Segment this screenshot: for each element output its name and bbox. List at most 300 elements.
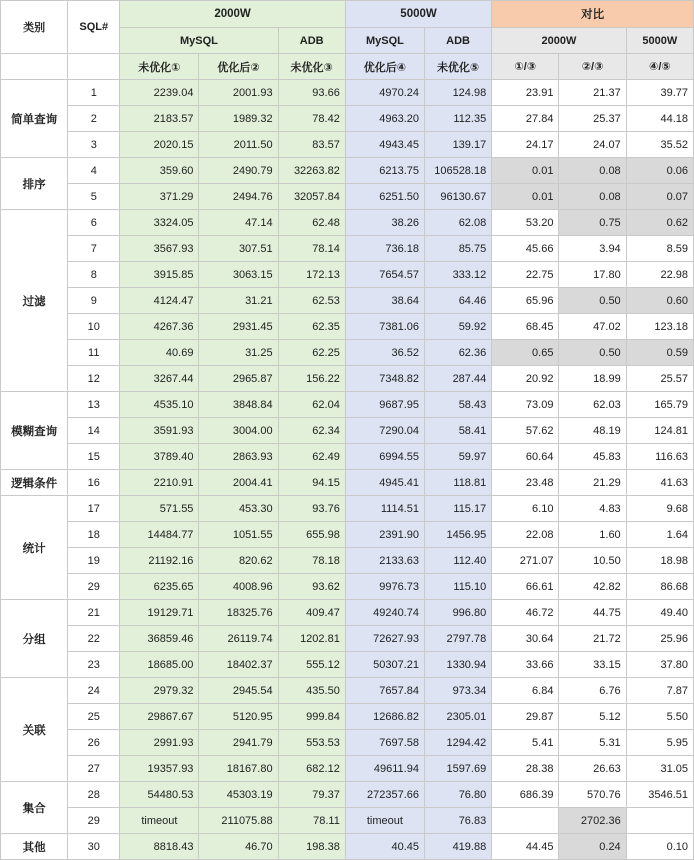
sql-id-cell: 26	[68, 730, 120, 756]
data-cell: 46.72	[492, 600, 559, 626]
table-row	[1, 392, 694, 418]
sql-id-cell: 23	[68, 652, 120, 678]
data-cell: 62.48	[278, 210, 345, 236]
data-cell: 371.29	[120, 184, 199, 210]
sql-id-cell: 2	[68, 106, 120, 132]
data-cell: 115.17	[424, 496, 491, 522]
data-cell: 78.18	[278, 548, 345, 574]
data-cell: 359.60	[120, 158, 199, 184]
data-cell: 32263.82	[278, 158, 345, 184]
data-cell: 93.76	[278, 496, 345, 522]
data-cell: timeout	[345, 808, 424, 834]
data-cell: 40.69	[120, 340, 199, 366]
data-cell: 38.26	[345, 210, 424, 236]
data-cell: 33.66	[492, 652, 559, 678]
data-cell: 22.08	[492, 522, 559, 548]
data-cell: 4945.41	[345, 470, 424, 496]
data-cell: 0.75	[559, 210, 626, 236]
data-cell: 18685.00	[120, 652, 199, 678]
data-cell: 18402.37	[199, 652, 278, 678]
data-cell: 1456.95	[424, 522, 491, 548]
data-cell: 3.94	[559, 236, 626, 262]
data-cell: 64.46	[424, 288, 491, 314]
data-cell: 3004.00	[199, 418, 278, 444]
table-row	[1, 262, 694, 288]
data-cell: 7.87	[626, 678, 693, 704]
data-cell: 0.08	[559, 158, 626, 184]
data-cell: 21.72	[559, 626, 626, 652]
header-group-compare: 对比	[492, 1, 694, 28]
data-cell: 58.43	[424, 392, 491, 418]
data-cell: 62.34	[278, 418, 345, 444]
data-cell: 2945.54	[199, 678, 278, 704]
header-category-blank	[1, 54, 68, 80]
data-cell: 3546.51	[626, 782, 693, 808]
table-row	[1, 366, 694, 392]
data-cell: 78.42	[278, 106, 345, 132]
data-cell: 123.18	[626, 314, 693, 340]
data-cell: 19357.93	[120, 756, 199, 782]
data-cell: 435.50	[278, 678, 345, 704]
header-col-7: ②/③	[559, 54, 626, 80]
data-cell: 287.44	[424, 366, 491, 392]
header-group-row	[1, 1, 694, 28]
sql-id-cell: 11	[68, 340, 120, 366]
data-cell: 4124.47	[120, 288, 199, 314]
data-cell: 78.11	[278, 808, 345, 834]
data-cell: 3567.93	[120, 236, 199, 262]
category-cell: 其他	[1, 834, 68, 860]
data-cell: 76.80	[424, 782, 491, 808]
data-cell: 6.84	[492, 678, 559, 704]
data-cell: 83.57	[278, 132, 345, 158]
data-cell: 62.35	[278, 314, 345, 340]
table-row	[1, 652, 694, 678]
table-row	[1, 314, 694, 340]
data-cell: 0.62	[626, 210, 693, 236]
table-row	[1, 236, 694, 262]
data-cell: 124.81	[626, 418, 693, 444]
header-compare-5000w: 5000W	[626, 28, 693, 54]
table-row	[1, 470, 694, 496]
category-cell: 模糊查询	[1, 392, 68, 470]
data-cell: 0.01	[492, 158, 559, 184]
header-col-2: 优化后②	[199, 54, 278, 80]
sql-id-cell: 24	[68, 678, 120, 704]
data-cell: 47.02	[559, 314, 626, 340]
category-cell: 关联	[1, 678, 68, 782]
data-cell: 32057.84	[278, 184, 345, 210]
sql-id-cell: 14	[68, 418, 120, 444]
category-cell: 过滤	[1, 210, 68, 392]
data-cell: 7290.04	[345, 418, 424, 444]
data-cell: 0.60	[626, 288, 693, 314]
data-cell: 28.38	[492, 756, 559, 782]
data-cell: 0.50	[559, 340, 626, 366]
data-cell: 21192.16	[120, 548, 199, 574]
table-row	[1, 444, 694, 470]
data-cell: 1597.69	[424, 756, 491, 782]
table-row	[1, 808, 694, 834]
sql-id-cell: 8	[68, 262, 120, 288]
data-cell: 686.39	[492, 782, 559, 808]
data-cell: 4008.96	[199, 574, 278, 600]
category-cell: 简单查询	[1, 80, 68, 158]
sql-id-cell: 13	[68, 392, 120, 418]
data-cell: 419.88	[424, 834, 491, 860]
data-cell: 26.63	[559, 756, 626, 782]
table-row	[1, 158, 694, 184]
category-cell: 逻辑条件	[1, 470, 68, 496]
data-cell: 23.91	[492, 80, 559, 106]
data-cell: 570.76	[559, 782, 626, 808]
data-cell: 2305.01	[424, 704, 491, 730]
data-cell: 2011.50	[199, 132, 278, 158]
sql-id-cell: 18	[68, 522, 120, 548]
data-cell: 41.63	[626, 470, 693, 496]
sql-id-cell: 17	[68, 496, 120, 522]
data-cell: 45303.19	[199, 782, 278, 808]
header-group-5000w: 5000W	[345, 1, 491, 28]
data-cell: 3848.84	[199, 392, 278, 418]
category-cell: 排序	[1, 158, 68, 210]
header-col-4: 优化后④	[345, 54, 424, 80]
data-cell: 18167.80	[199, 756, 278, 782]
data-cell: 21.29	[559, 470, 626, 496]
data-cell: 3591.93	[120, 418, 199, 444]
data-cell: 45.66	[492, 236, 559, 262]
data-cell: 3324.05	[120, 210, 199, 236]
data-cell: 14484.77	[120, 522, 199, 548]
table-row	[1, 340, 694, 366]
data-cell: 1989.32	[199, 106, 278, 132]
data-cell: 736.18	[345, 236, 424, 262]
category-cell: 统计	[1, 496, 68, 600]
data-cell: 333.12	[424, 262, 491, 288]
data-cell: 19129.71	[120, 600, 199, 626]
header-sql: SQL#	[68, 1, 120, 54]
data-cell: 62.08	[424, 210, 491, 236]
data-cell: 1202.81	[278, 626, 345, 652]
table-row	[1, 496, 694, 522]
data-cell: 23.48	[492, 470, 559, 496]
data-cell: 106528.18	[424, 158, 491, 184]
header-col-5: 未优化⑤	[424, 54, 491, 80]
table-row	[1, 132, 694, 158]
data-cell: 60.64	[492, 444, 559, 470]
data-cell: 2941.79	[199, 730, 278, 756]
data-cell: 38.64	[345, 288, 424, 314]
data-cell: 973.34	[424, 678, 491, 704]
data-cell: 2001.93	[199, 80, 278, 106]
data-cell: 42.82	[559, 574, 626, 600]
data-cell: 118.81	[424, 470, 491, 496]
data-cell: 2979.32	[120, 678, 199, 704]
sql-id-cell: 9	[68, 288, 120, 314]
data-cell: 37.80	[626, 652, 693, 678]
sql-id-cell: 3	[68, 132, 120, 158]
data-cell: 307.51	[199, 236, 278, 262]
data-cell: 124.98	[424, 80, 491, 106]
header-col-1: 未优化①	[120, 54, 199, 80]
data-cell: 5120.95	[199, 704, 278, 730]
table-row	[1, 834, 694, 860]
data-cell: 59.97	[424, 444, 491, 470]
data-cell: 2702.36	[559, 808, 626, 834]
table-row	[1, 106, 694, 132]
data-cell: 3915.85	[120, 262, 199, 288]
data-cell: 78.14	[278, 236, 345, 262]
data-cell: 24.07	[559, 132, 626, 158]
sql-id-cell: 25	[68, 704, 120, 730]
data-cell: 1330.94	[424, 652, 491, 678]
table-row	[1, 80, 694, 106]
header-compare-2000w: 2000W	[492, 28, 626, 54]
table-header	[1, 1, 694, 80]
sql-id-cell: 1	[68, 80, 120, 106]
data-cell: 655.98	[278, 522, 345, 548]
table-row	[1, 782, 694, 808]
data-cell: 21.37	[559, 80, 626, 106]
sql-id-cell: 29	[68, 574, 120, 600]
data-cell: 682.12	[278, 756, 345, 782]
data-cell: 54480.53	[120, 782, 199, 808]
data-cell: 31.05	[626, 756, 693, 782]
sql-id-cell: 12	[68, 366, 120, 392]
data-cell: 4970.24	[345, 80, 424, 106]
data-cell: 93.62	[278, 574, 345, 600]
data-cell: 8818.43	[120, 834, 199, 860]
data-cell: 22.98	[626, 262, 693, 288]
data-cell: 79.37	[278, 782, 345, 808]
sql-id-cell: 22	[68, 626, 120, 652]
sql-id-cell: 4	[68, 158, 120, 184]
data-cell: 553.53	[278, 730, 345, 756]
data-cell: 409.47	[278, 600, 345, 626]
data-cell: 65.96	[492, 288, 559, 314]
data-cell: 6994.55	[345, 444, 424, 470]
data-cell: 4963.20	[345, 106, 424, 132]
sql-id-cell: 19	[68, 548, 120, 574]
data-cell: 66.61	[492, 574, 559, 600]
data-cell: 33.15	[559, 652, 626, 678]
data-cell: 73.09	[492, 392, 559, 418]
data-cell: 25.96	[626, 626, 693, 652]
data-cell: 3789.40	[120, 444, 199, 470]
category-cell: 分组	[1, 600, 68, 678]
table-row	[1, 574, 694, 600]
data-cell: 53.20	[492, 210, 559, 236]
data-cell: 116.63	[626, 444, 693, 470]
data-cell: 31.25	[199, 340, 278, 366]
data-cell: 3267.44	[120, 366, 199, 392]
sql-id-cell: 7	[68, 236, 120, 262]
data-cell: 48.19	[559, 418, 626, 444]
sql-id-cell: 10	[68, 314, 120, 340]
data-cell: 94.15	[278, 470, 345, 496]
data-cell: 40.45	[345, 834, 424, 860]
data-cell: 996.80	[424, 600, 491, 626]
header-col-6: ①/③	[492, 54, 559, 80]
data-cell: 36.52	[345, 340, 424, 366]
data-cell: 93.66	[278, 80, 345, 106]
data-cell: 0.07	[626, 184, 693, 210]
data-cell: 35.52	[626, 132, 693, 158]
data-cell: 7348.82	[345, 366, 424, 392]
header-group-2000w: 2000W	[120, 1, 346, 28]
data-cell: 0.65	[492, 340, 559, 366]
data-cell: 156.22	[278, 366, 345, 392]
data-cell: 46.70	[199, 834, 278, 860]
data-cell: 9976.73	[345, 574, 424, 600]
table-row	[1, 288, 694, 314]
data-cell: 4943.45	[345, 132, 424, 158]
data-cell: 62.03	[559, 392, 626, 418]
data-cell: 86.68	[626, 574, 693, 600]
data-cell: 1.60	[559, 522, 626, 548]
data-cell: 29.87	[492, 704, 559, 730]
data-cell: 112.35	[424, 106, 491, 132]
data-cell: timeout	[120, 808, 199, 834]
sql-id-cell: 16	[68, 470, 120, 496]
data-cell	[492, 808, 559, 834]
data-cell: 57.62	[492, 418, 559, 444]
data-cell: 2133.63	[345, 548, 424, 574]
table-row	[1, 626, 694, 652]
header-mysql-5000w: MySQL	[345, 28, 424, 54]
data-cell: 139.17	[424, 132, 491, 158]
data-cell: 62.53	[278, 288, 345, 314]
data-cell: 39.77	[626, 80, 693, 106]
table-row	[1, 756, 694, 782]
data-cell: 26119.74	[199, 626, 278, 652]
data-cell: 59.92	[424, 314, 491, 340]
table-row	[1, 522, 694, 548]
data-cell: 1114.51	[345, 496, 424, 522]
data-cell: 44.18	[626, 106, 693, 132]
data-cell: 5.12	[559, 704, 626, 730]
data-cell: 18.98	[626, 548, 693, 574]
data-cell: 20.92	[492, 366, 559, 392]
sql-id-cell: 5	[68, 184, 120, 210]
data-cell: 2004.41	[199, 470, 278, 496]
table-row	[1, 548, 694, 574]
sql-id-cell: 30	[68, 834, 120, 860]
data-cell: 49611.94	[345, 756, 424, 782]
data-cell: 2391.90	[345, 522, 424, 548]
data-cell: 49240.74	[345, 600, 424, 626]
table-row	[1, 600, 694, 626]
data-cell: 49.40	[626, 600, 693, 626]
sql-id-cell: 29	[68, 808, 120, 834]
data-cell: 31.21	[199, 288, 278, 314]
header-category: 类别	[1, 1, 68, 54]
data-cell: 272357.66	[345, 782, 424, 808]
data-cell: 112.40	[424, 548, 491, 574]
data-cell: 5.41	[492, 730, 559, 756]
data-cell: 58.41	[424, 418, 491, 444]
data-cell: 1051.55	[199, 522, 278, 548]
data-cell: 9.68	[626, 496, 693, 522]
data-cell: 211075.88	[199, 808, 278, 834]
data-cell: 24.17	[492, 132, 559, 158]
data-cell: 12686.82	[345, 704, 424, 730]
data-cell: 96130.67	[424, 184, 491, 210]
data-cell: 165.79	[626, 392, 693, 418]
data-cell: 50307.21	[345, 652, 424, 678]
data-cell: 2991.93	[120, 730, 199, 756]
data-cell: 4.83	[559, 496, 626, 522]
data-cell: 85.75	[424, 236, 491, 262]
table-row	[1, 678, 694, 704]
data-cell: 5.50	[626, 704, 693, 730]
table-row	[1, 184, 694, 210]
data-cell: 18.99	[559, 366, 626, 392]
data-cell: 6251.50	[345, 184, 424, 210]
data-cell: 453.30	[199, 496, 278, 522]
data-cell: 9687.95	[345, 392, 424, 418]
data-cell: 2183.57	[120, 106, 199, 132]
header-metric-row	[1, 54, 694, 80]
data-cell: 0.08	[559, 184, 626, 210]
data-cell: 4267.36	[120, 314, 199, 340]
header-sql-blank	[68, 54, 120, 80]
table-body	[1, 80, 694, 860]
data-cell: 115.10	[424, 574, 491, 600]
data-cell	[626, 808, 693, 834]
data-cell: 62.49	[278, 444, 345, 470]
data-cell: 27.84	[492, 106, 559, 132]
sql-id-cell: 21	[68, 600, 120, 626]
data-cell: 172.13	[278, 262, 345, 288]
data-cell: 5.31	[559, 730, 626, 756]
data-cell: 1.64	[626, 522, 693, 548]
header-col-8: ④/⑤	[626, 54, 693, 80]
data-cell: 198.38	[278, 834, 345, 860]
data-cell: 555.12	[278, 652, 345, 678]
data-cell: 30.64	[492, 626, 559, 652]
data-cell: 2931.45	[199, 314, 278, 340]
data-cell: 7381.06	[345, 314, 424, 340]
data-cell: 76.83	[424, 808, 491, 834]
header-adb-5000w: ADB	[424, 28, 491, 54]
data-cell: 6213.75	[345, 158, 424, 184]
data-cell: 0.06	[626, 158, 693, 184]
data-cell: 271.07	[492, 548, 559, 574]
data-cell: 2210.91	[120, 470, 199, 496]
table-row	[1, 704, 694, 730]
sql-id-cell: 6	[68, 210, 120, 236]
data-cell: 7654.57	[345, 262, 424, 288]
header-col-3: 未优化③	[278, 54, 345, 80]
data-cell: 5.95	[626, 730, 693, 756]
sql-id-cell: 28	[68, 782, 120, 808]
table-row	[1, 730, 694, 756]
data-cell: 2494.76	[199, 184, 278, 210]
sql-id-cell: 15	[68, 444, 120, 470]
data-cell: 25.37	[559, 106, 626, 132]
data-cell: 2965.87	[199, 366, 278, 392]
data-cell: 571.55	[120, 496, 199, 522]
data-cell: 6.76	[559, 678, 626, 704]
data-cell: 44.75	[559, 600, 626, 626]
data-cell: 2239.04	[120, 80, 199, 106]
data-cell: 44.45	[492, 834, 559, 860]
header-mysql-2000w: MySQL	[120, 28, 278, 54]
data-cell: 0.50	[559, 288, 626, 314]
data-cell: 0.10	[626, 834, 693, 860]
table-row	[1, 210, 694, 236]
